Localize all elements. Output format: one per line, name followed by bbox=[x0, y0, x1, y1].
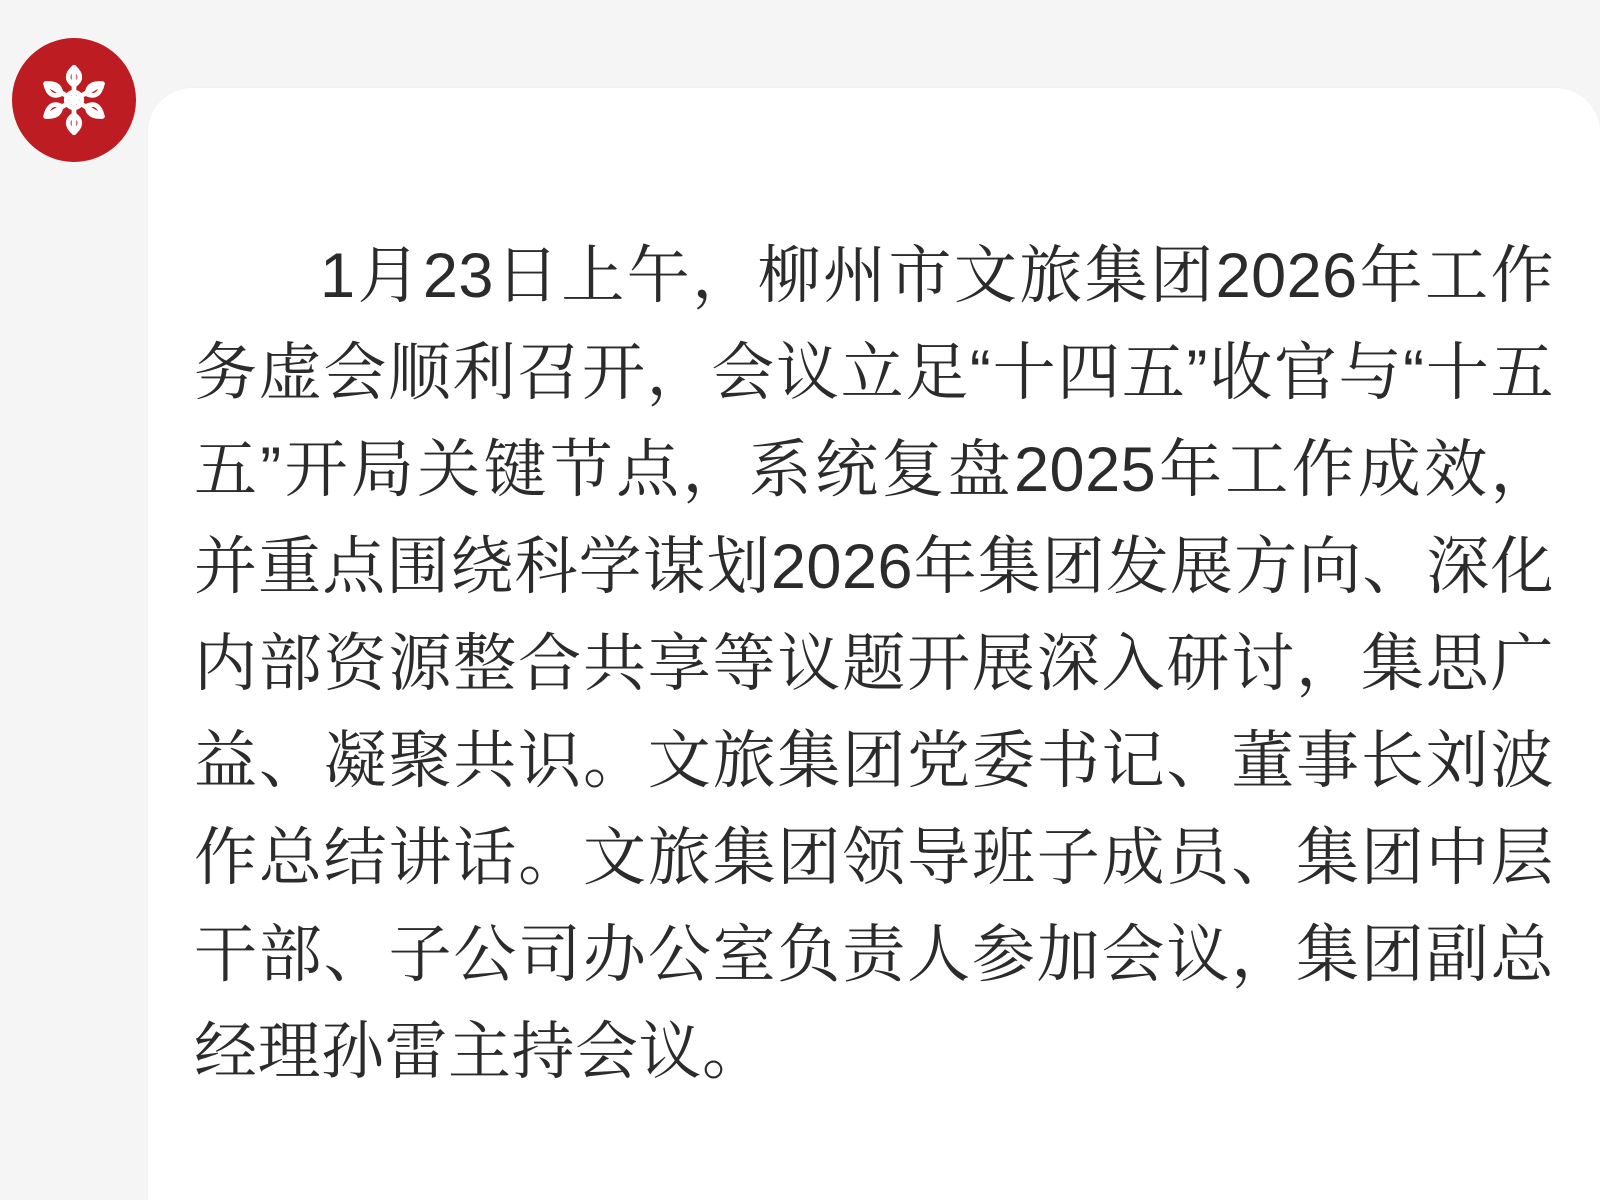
article-body bbox=[194, 228, 1554, 1101]
account-avatar[interactable] bbox=[12, 38, 136, 162]
article-paragraph: 1月23日上午，柳州市文旅集团2026年工作务虚会顺利召开，会议立足“十四五”收官与“十五五”开局关键节点，系统复盘2025年工作成效，并重点围绕科学谋划2026年集团发展方向、深化内部资源整合共享等议题开展深入研讨，集思广益、凝聚共识。文旅集团党委书记、董事长刘波作总结讲话。文旅集团领导班子成员、集团中层干部、子公司办公室负责人参加会议，集团副总经理孙雷主持会议。 bbox=[194, 241, 1554, 1087]
article-card bbox=[148, 88, 1600, 1200]
snowflake-emblem-icon bbox=[31, 57, 117, 143]
